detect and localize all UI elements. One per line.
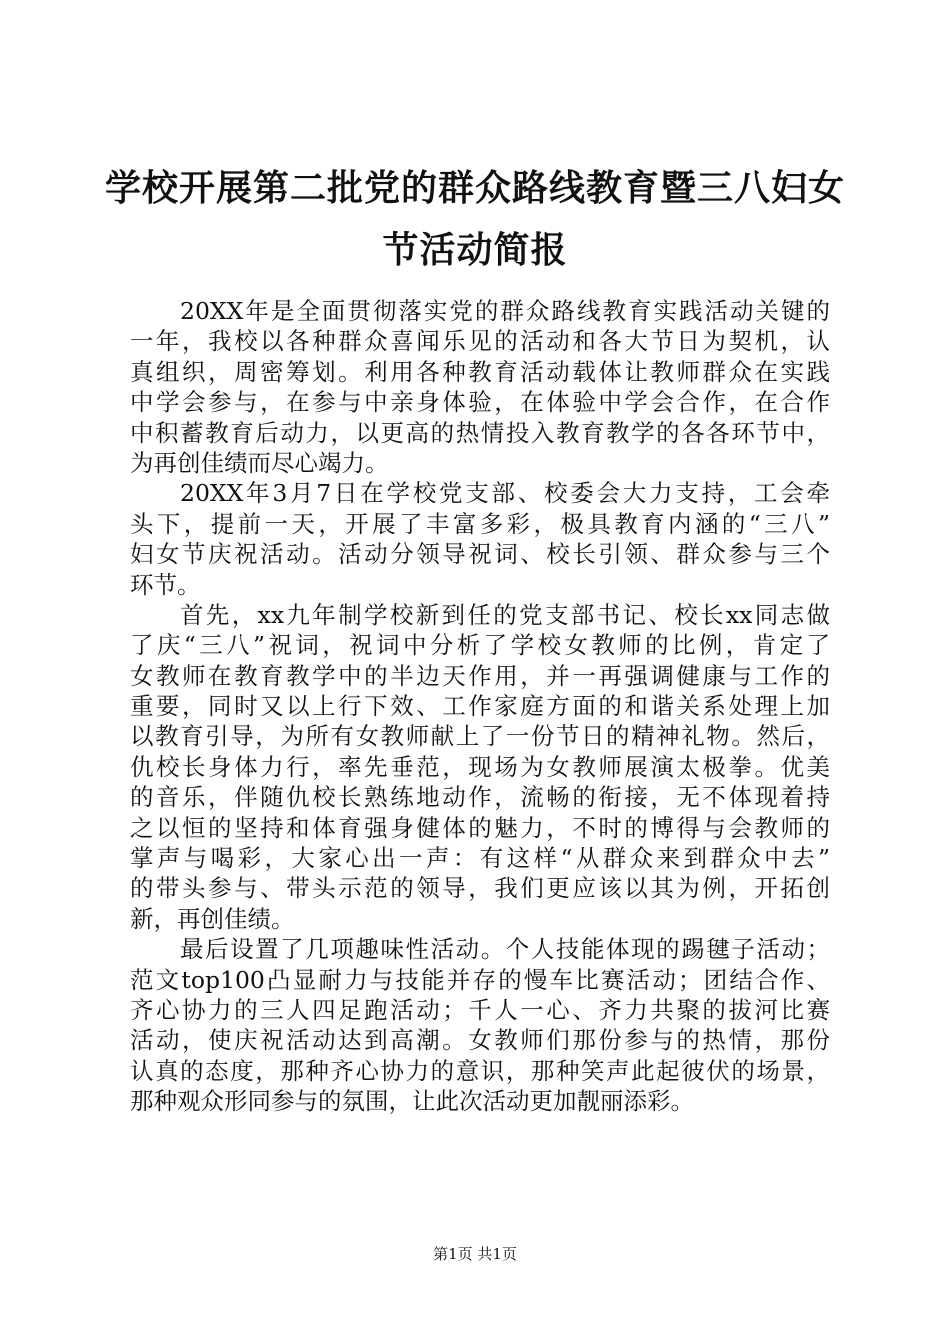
paragraph-line: 头下，提前一天，开展了丰富多彩，极具教育内涵的“三八” bbox=[130, 509, 830, 538]
paragraph bbox=[130, 934, 830, 1116]
page-footer: 第1页 共1页 bbox=[433, 1245, 517, 1263]
paragraph-line: 齐心协力的三人四足跑活动；千人一心、齐力共聚的拔河比赛 bbox=[130, 995, 830, 1024]
paragraph-line: 范文top100凸显耐力与技能并存的慢车比赛活动；团结合作、 bbox=[130, 965, 830, 994]
paragraph-line: 真组织，周密筹划。利用各种教育活动载体让教师群众在实践 bbox=[130, 357, 830, 386]
paragraph-line: 掌声与喝彩，大家心出一声：有这样“从群众来到群众中去” bbox=[130, 844, 830, 873]
paragraph-line: 环节。 bbox=[130, 570, 201, 599]
paragraph-line: 了庆“三八”祝词，祝词中分析了学校女教师的比例，肯定了 bbox=[130, 631, 830, 660]
paragraph-line: 的带头参与、带头示范的领导，我们更应该以其为例，开拓创 bbox=[130, 874, 830, 903]
paragraph-line: 中学会参与，在参与中亲身体验，在体验中学会合作，在合作 bbox=[130, 388, 830, 417]
paragraph bbox=[130, 478, 830, 600]
paragraph-line: 妇女节庆祝活动。活动分领导祝词、校长引领、群众参与三个 bbox=[130, 540, 830, 569]
paragraph-line: 那种观众形同参与的氛围，让此次活动更加靓丽添彩。 bbox=[130, 1087, 694, 1116]
document-title-line-1: 学校开展第二批党的群众路线教育暨三八妇女 bbox=[104, 168, 845, 209]
paragraph-line: 首先，xx九年制学校新到任的党支部书记、校长xx同志做 bbox=[180, 600, 830, 629]
document-body bbox=[130, 296, 830, 1117]
paragraph-line: 女教师在教育教学中的半边天作用，并一再强调健康与工作的 bbox=[130, 661, 830, 690]
paragraph-line: 新，再创佳绩。 bbox=[130, 904, 295, 933]
paragraph-line: 以教育引导，为所有女教师献上了一份节日的精神礼物。然后， bbox=[130, 722, 830, 751]
paragraph-line: 中积蓄教育后动力，以更高的热情投入教育教学的各各环节中， bbox=[130, 418, 830, 447]
paragraph-line: 一年，我校以各种群众喜闻乐见的活动和各大节日为契机，认 bbox=[130, 327, 830, 356]
paragraph bbox=[130, 296, 830, 478]
paragraph-line: 之以恒的坚持和体育强身健体的魅力，不时的博得与会教师的 bbox=[130, 813, 830, 842]
paragraph bbox=[130, 600, 830, 934]
paragraph-line: 仇校长身体力行，率先垂范，现场为女教师展演太极拳。优美 bbox=[130, 752, 830, 781]
paragraph-line: 为再创佳绩而尽心竭力。 bbox=[130, 448, 389, 477]
paragraph-line: 认真的态度，那种齐心协力的意识，那种笑声此起彼伏的场景， bbox=[130, 1056, 830, 1085]
paragraph-line: 重要，同时又以上行下效、工作家庭方面的和谐关系处理上加 bbox=[130, 692, 830, 721]
paragraph-line: 20XX年是全面贯彻落实党的群众路线教育实践活动关键的 bbox=[180, 297, 830, 325]
paragraph-line: 最后设置了几项趣味性活动。个人技能体现的踢毽子活动； bbox=[180, 935, 830, 964]
document-title-line-2: 节活动简报 bbox=[382, 230, 568, 271]
paragraph-line: 20XX年3月7日在学校党支部、校委会大力支持，工会牵 bbox=[180, 479, 830, 508]
paragraph-line: 的音乐，伴随仇校长熟练地动作，流畅的衔接，无不体现着持 bbox=[130, 783, 830, 812]
paragraph-line: 活动，使庆祝活动达到高潮。女教师们那份参与的热情，那份 bbox=[130, 1026, 830, 1055]
